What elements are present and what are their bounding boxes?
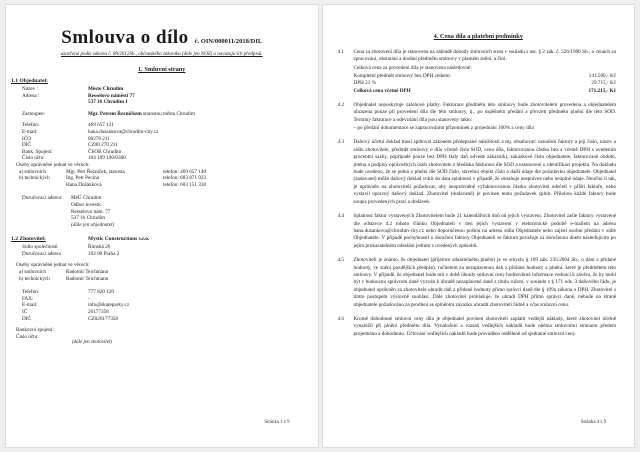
clause-4-2 bbox=[338, 102, 617, 124]
field-adresa bbox=[6, 93, 318, 100]
authorized-person-row bbox=[6, 175, 318, 182]
contact-label: DIČ bbox=[22, 142, 31, 149]
address-line: Odbor investic bbox=[71, 201, 102, 208]
clause-text: Cena za zhotovení díla je stanovena na základě dohody smluvních stran v souladu s ust. § 2 zák. č. 526/1990 Sb., o cenách za zpracování, obstarání a dodání předmětu smlouvy v platném znění, a činí: bbox=[353, 49, 616, 63]
clause-text: Splatnost faktur vystavených Zhotovitelem bude 21 kalendářních dnů od jejich vystavení. Zhotovitel zašle faktury vystavené dle odstavce 4.2 tohoto článku Objednateli v den jejich vystavení v elektronické podobě e-mailem na adresu hana.dusankova@chrudim-city.cz nebo doporučenou poštou na adresu sídla Objednatele nebo zajistí osobní předání v sídle Objednatele. V případě pochybností o doručení faktury Objednateli se faktura považuje za doručenou dnem následujícím po jejím prokazatelném odeslání jedním z uvedených způsobů. bbox=[353, 213, 616, 249]
contact-row bbox=[6, 296, 318, 303]
clause-4-4 bbox=[338, 213, 617, 250]
contact-row bbox=[6, 302, 318, 309]
section-1-heading: 1. Smluvní strany bbox=[138, 66, 186, 73]
authorized-persons-heading: Osoby oprávněné jednat ve věcech: bbox=[16, 262, 90, 269]
field-value bbox=[88, 111, 318, 118]
person-phone: telefon: 603 871 923 bbox=[163, 175, 207, 182]
zhotovitel-name: Mystic Constructions s.r.o. bbox=[88, 236, 150, 243]
document-title: Smlouva o dílo bbox=[61, 27, 189, 48]
authorized-person-row bbox=[6, 182, 318, 189]
clause-number: 4.6 bbox=[337, 315, 344, 322]
contact-label: Telefon: bbox=[22, 122, 40, 129]
price-label: Celková cena včetně DPH bbox=[353, 87, 411, 94]
authorized-person-row bbox=[6, 276, 318, 283]
zhotovitel-heading-row bbox=[6, 236, 318, 242]
clause-4-1 bbox=[338, 49, 617, 64]
contact-row bbox=[6, 289, 318, 296]
objednatel-contact-block bbox=[6, 122, 318, 162]
price-value: 171.215,- Kč bbox=[588, 87, 616, 94]
clause-text: Zhotoviteli je známo, že objednatel (příjemce zdanitelného plnění) je ve smyslu § 109 zák. 235/2004 Sb., o dani z přidané hodnoty, ve znění pozdějších předpisů, ručitelem za nezaplacenou daň z přidané hodnoty z plnění, které je předmětem této smlouvy. V případě, že objednatel bude mít v době úhrady smluvní ceny hodnověrné informace vedoucí k závěru, že by mohl být v budoucnu správcem daně vyzván k úhradě nezaplacené daně z titulu ručení, v souladu s § 171 ods. 3 daňového řádu, je objednatel oprávněn za zhotovitele uhradit daň z přidané hodnoty přímo správci daně dle § 109a zákona o DPH. Zhotovitel s tímto postupem výslovně souhlasí. Dále zhotovitel prohlašuje, že uhradí DPH přímo správci daně, nebude na straně objednatele požadováno za prodlení se splněním závazku uhradit zhotoviteli řádně a včas smluvní cenu. bbox=[353, 257, 616, 308]
clause-text: Objednatel neposkytuje zálohové platby. Fakturace předmětu této smlouvy bude zhotovitelem provedena a objednatelem uhrazena pouze při provedení díla dle této smlouvy, tj., po úspěšném předání a převzetí předmětu plnění dle této SOD. Termíny fakturace a odevzdání díla jsou stanoveny takto: bbox=[353, 101, 616, 123]
contact-row bbox=[6, 316, 318, 323]
contact-label: E-mail: bbox=[22, 128, 38, 135]
person-name: Mgr. Petr Řezníček, starosta bbox=[66, 168, 125, 175]
price-label: DPH 21 % bbox=[353, 80, 376, 87]
contact-row bbox=[6, 155, 318, 162]
page-4-footer: Stránka 4 z 9 bbox=[580, 420, 606, 425]
contact-value: hana.dusankova@chrudim-city.cz bbox=[88, 128, 159, 135]
zhotovitel-note: (dále jen zhotovitel) bbox=[72, 340, 112, 346]
contact-label: Bank. Spojení: bbox=[22, 148, 53, 155]
contact-row bbox=[6, 142, 318, 149]
clause-number: 4.5 bbox=[337, 257, 344, 264]
address-line: Resselovo nám. 77 bbox=[71, 208, 111, 215]
zhotovitel-address-block bbox=[6, 244, 318, 257]
price-intro-line: Celková cena za provedení díla je stanovena následovně: bbox=[353, 64, 472, 71]
price-row bbox=[354, 80, 617, 87]
contact-value: ČSOB Chrudim bbox=[88, 148, 122, 155]
delivery-address-label: Doručovací adresa: bbox=[22, 195, 63, 202]
field-row bbox=[6, 244, 318, 251]
person-name: Ing. Petr Pecina bbox=[66, 175, 99, 182]
price-row bbox=[354, 73, 617, 80]
contact-row bbox=[6, 149, 318, 156]
field-row bbox=[6, 251, 318, 258]
objednatel-note: (dále jen objednatel) bbox=[71, 221, 115, 228]
authorized-person-row bbox=[6, 269, 318, 276]
bank-label: Bankovní spojení: bbox=[16, 327, 54, 334]
contact-value: info@skateparky.cz bbox=[88, 302, 130, 309]
contact-label: IČO bbox=[22, 135, 31, 142]
person-kind: a) smluvních bbox=[19, 168, 46, 175]
contact-value: - bbox=[88, 295, 90, 302]
page-1-footer: Stránka 1 z 9 bbox=[264, 420, 290, 425]
address-line: 537 16 Chrudim bbox=[71, 215, 106, 222]
contract-page-1 bbox=[5, 4, 319, 448]
field-adresa-line2 bbox=[6, 99, 318, 106]
document-subtitle: uzavřená podle zákona č. 89/2012Sb., občanského zákoníku (dále jen NOZ) a navazujících předpisů. bbox=[60, 52, 263, 57]
contact-label: Telefon: bbox=[22, 289, 40, 296]
contact-label: Číslo účtu: bbox=[22, 155, 45, 162]
person-phone: telefon: 469 657 140 bbox=[163, 168, 207, 175]
field-label: Sídlo společnosti bbox=[22, 244, 58, 251]
contact-value: 469 657 121 bbox=[88, 122, 114, 129]
field-nazev bbox=[6, 86, 318, 93]
person-role: starostou města Chrudim bbox=[141, 110, 195, 117]
contact-value: 26177358 bbox=[88, 309, 109, 316]
contact-row bbox=[6, 309, 318, 316]
contact-value: 00270 211 bbox=[88, 135, 110, 142]
contract-page-4 bbox=[322, 4, 636, 448]
field-label: Zastoupen: bbox=[22, 110, 46, 117]
price-value: 29.715,- Kč bbox=[591, 80, 616, 87]
document-header bbox=[6, 27, 318, 57]
clause-number: 4.3 bbox=[337, 139, 344, 146]
clause-number: 4.4 bbox=[337, 213, 344, 220]
clause-text: Kromě dohodnuté smluvní ceny díla je objednatel povinen zhotoviteli zaplatit vedlejší náklady, které zhotovitel účelně vynaložil při plnění předmětu díla. Vynaložení a rozsah vedlejších nákladů bude oběma smluvními stranami předem projednáno a dohodnuto. Účtování vedlejších nákladů bude prováděno odděleně od sjednané smluvní ceny. bbox=[353, 315, 616, 337]
person-name: Radomír Teichmann bbox=[66, 269, 109, 276]
section-4-heading: 4. Cena díla a platební podmínky bbox=[433, 33, 523, 40]
person-kind: b) technických bbox=[19, 275, 50, 282]
clause-number: 4.2 bbox=[337, 101, 344, 108]
contact-row bbox=[6, 129, 318, 136]
clause-4-6 bbox=[338, 316, 617, 338]
authorized-persons-heading: Osoby oprávněné jednat ve věcech: bbox=[16, 161, 90, 168]
contact-label: IČ bbox=[22, 309, 28, 316]
field-value: Římská 26 bbox=[88, 244, 111, 251]
contact-label: FAX: bbox=[22, 295, 34, 302]
clause-4-5 bbox=[338, 257, 617, 309]
account-label: Číslo účtu: bbox=[16, 333, 39, 340]
contract-number: č. OIN/000011/2018/DIL bbox=[194, 38, 263, 45]
contact-label: DIČ bbox=[22, 315, 31, 322]
price-row-total bbox=[354, 88, 617, 95]
person-name: Mgr. Petrem Řezníčkem bbox=[88, 110, 142, 117]
contact-row bbox=[6, 122, 318, 129]
contact-label: E-mail: bbox=[22, 302, 38, 309]
bank-row bbox=[6, 327, 318, 334]
person-kind: b) technických bbox=[19, 175, 50, 182]
field-value: 537 16 Chrudim I bbox=[88, 99, 128, 106]
field-zastoupen bbox=[6, 111, 318, 118]
authorized-person-row bbox=[6, 169, 318, 176]
contact-value: 777 820 120 bbox=[88, 289, 114, 296]
contact-value: 104 109 190/0300 bbox=[88, 155, 126, 162]
person-kind: a) smluvních bbox=[19, 269, 46, 276]
contact-value: CZ00 270 211 bbox=[88, 142, 118, 149]
delivery-address-lines bbox=[71, 195, 318, 228]
clause-text: Daňový účetní doklad musí splňovat zákonem předepsané náležitosti a mj. obsahovat: označení faktury a její číslo, název a sídlo zhotovitele, předmět smlouvy o dílo včetně čísla SOD, cenu díla, fakturovanou částku bez a včetně DPH s uvedením procentní sazby, popřípadě pouze bez DPH (kdy daň odvede zákazník), zakázkové číslo objednatele, fakturované období, jména a podpisy oprávněných osob zhotovitele z hlediska fakturace dle SOD a ustanovení o identifikaci projektu. Na dokladu bude uvedeno, že se jedná o plnění dle SOD číslo, stavební objekt číslo a další údaje dle požadavku objednatele. Objednatel (zadavatel) může daňový doklad vrátit do data splatnosti v případě, že obsahuje nesprávné nebo neúplné údaje. Neučiní li tak, je oprávněn na zhotoviteli požadovat, aby neoprávněně vyfakturovanou částku zhotovitel odečetl v příští faktuře, nebo vystavil opravný daňový doklad. Zhotovitel (dodavatel) je povinen tento požadavek splnit. Přílohou každé faktury bude soupis provedených prací a dodávek. bbox=[353, 139, 616, 205]
person-phone: telefon: 603 151 330 bbox=[163, 181, 207, 188]
price-value: 141.500,- Kč bbox=[588, 73, 616, 80]
field-value: Město Chrudim bbox=[88, 86, 124, 92]
address-line: MěÚ Chrudim bbox=[71, 195, 102, 202]
contact-row bbox=[6, 136, 318, 143]
field-value: Resselovo náměstí 77 bbox=[88, 92, 135, 99]
contact-value: CZ026177358 bbox=[88, 315, 118, 322]
clause-4-3 bbox=[338, 139, 617, 206]
person-name: Radomír Teichmann bbox=[66, 275, 109, 282]
account-row bbox=[6, 334, 318, 341]
price-label: Kompletní předmět smlouvy bez DPH celkem: bbox=[353, 73, 452, 80]
bank-block bbox=[6, 327, 318, 340]
person-name: Hana Dušánková bbox=[66, 181, 102, 188]
clause-number: 4.1 bbox=[337, 49, 344, 55]
field-label: Název : bbox=[22, 86, 38, 92]
delivery-address-block bbox=[6, 195, 318, 228]
price-table bbox=[354, 73, 617, 95]
field-value: 102 00 Praha 2 bbox=[88, 250, 120, 257]
field-label: Adresa : bbox=[22, 92, 40, 99]
field-label: Doručovací adresa bbox=[22, 250, 61, 257]
zhotovitel-heading: 1.2 Zhotovitel: bbox=[11, 236, 46, 243]
zhotovitel-contact-block bbox=[6, 289, 318, 322]
objednatel-heading: 1.1 Objednatel: bbox=[11, 78, 48, 84]
clause-4-2-bullet: – po předání dokumentace se zapracováním připomínek z projednání 100% z ceny díla bbox=[353, 125, 534, 132]
